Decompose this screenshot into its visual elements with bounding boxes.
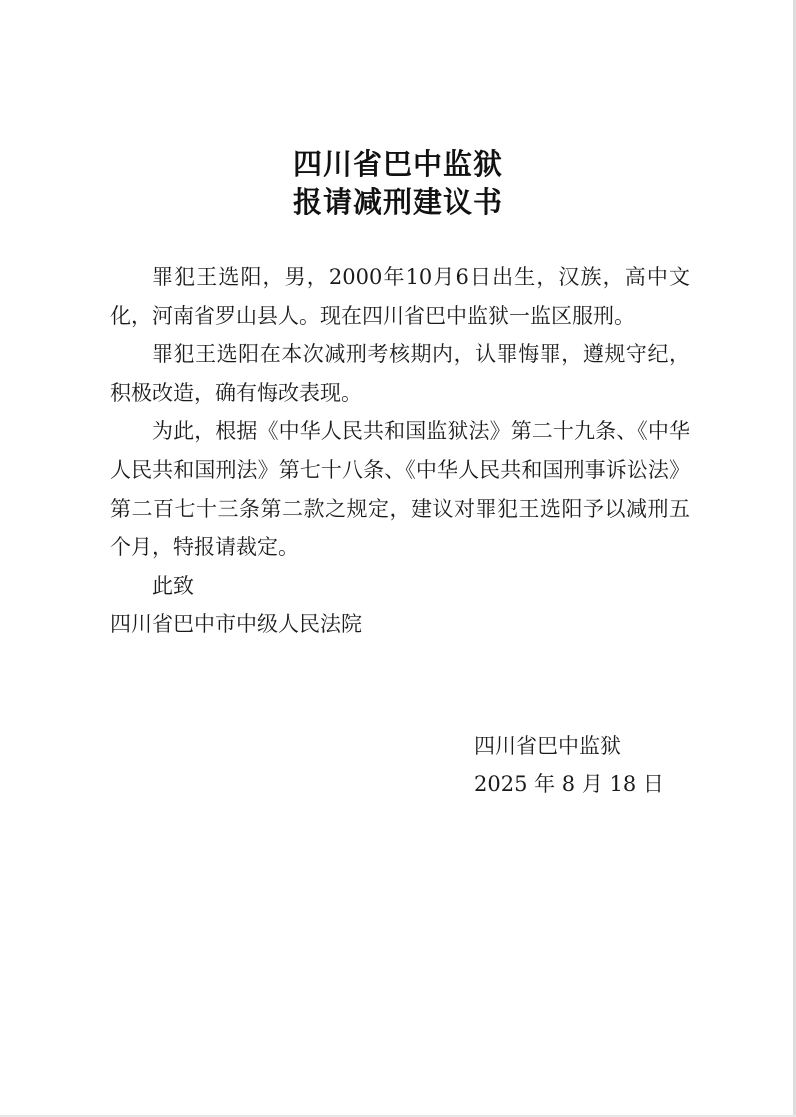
recipient-court: 四川省巴中市中级人民法院 [110, 612, 362, 637]
document-title-line2: 报请减刑建议书 [292, 185, 503, 219]
paragraph-personal-info: 罪犯王选阳，男，2000年10月6日出生，汉族，高中文化，河南省罗山县人。现在四川省巴中监狱一监区服刑。 [110, 265, 690, 328]
paragraph-legal-basis: 为此，根据《中华人民共和国监狱法》第二十九条、《中华人民共和国刑法》第七十八条、《中华人民共和国刑事诉讼法》第二百七十三条第二款之规定，建议对罪犯王选阳予以减刑五个月，特报请裁定。 [110, 419, 690, 560]
signature-date: 2025 年 8 月 18 日 [474, 772, 664, 796]
document-title-line1: 四川省巴中监狱 [292, 147, 503, 181]
signature-organization: 四川省巴中监狱 [474, 734, 621, 758]
paragraph-performance: 罪犯王选阳在本次减刑考核期内，认罪悔罪，遵规守纪，积极改造，确有悔改表现。 [110, 342, 690, 405]
paragraph-salutation: 此致 [152, 573, 194, 598]
document-body [110, 258, 690, 644]
